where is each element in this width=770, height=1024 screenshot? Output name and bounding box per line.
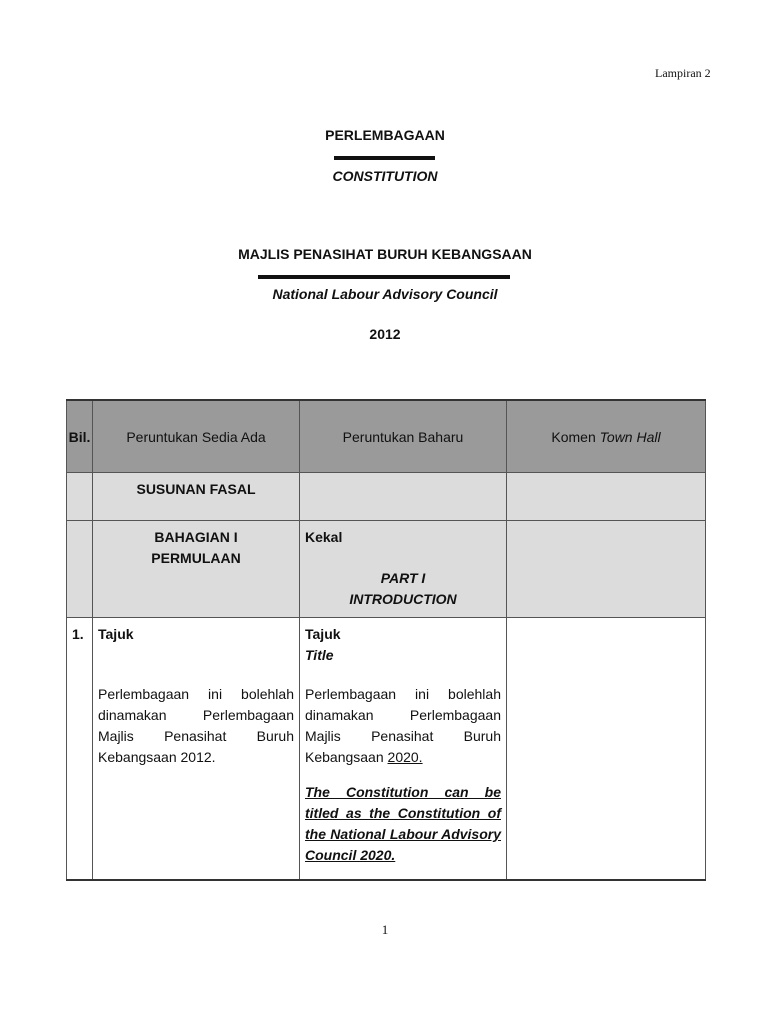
retain-label: Kekal	[305, 529, 343, 545]
cell-existing	[93, 473, 300, 521]
org-underline	[258, 275, 510, 279]
cell-existing	[93, 618, 300, 880]
table-row	[67, 473, 706, 521]
col-header-new: Peruntukan Baharu	[300, 400, 507, 473]
table-row	[67, 521, 706, 618]
cell-new	[300, 521, 507, 618]
part-title-english: INTRODUCTION	[349, 591, 457, 607]
section-arrangement-label: SUSUNAN FASAL	[136, 481, 256, 497]
attachment-label: Lampiran 2	[655, 66, 711, 80]
title-malay: PERLEMBAGAAN	[325, 127, 445, 143]
amendment-table	[66, 399, 706, 881]
table-row	[67, 618, 706, 880]
cell-comment	[507, 521, 706, 618]
cell-bil	[67, 473, 93, 521]
clause-text-english: The Constitution can be titled as the Constitution of the National Labour Advisory Council 2020.	[305, 784, 501, 863]
cell-new	[300, 473, 507, 521]
cell-bil	[67, 618, 93, 880]
cell-comment	[507, 473, 706, 521]
clause-heading-english: Title	[305, 647, 334, 663]
part-title: PERMULAAN	[151, 550, 241, 566]
clause-heading: Tajuk	[305, 626, 341, 642]
title-english: CONSTITUTION	[332, 168, 438, 184]
part-label: BAHAGIAN I	[154, 529, 238, 545]
col-header-bil: Bil.	[67, 400, 93, 473]
table-header-row	[67, 400, 706, 473]
row-number: 1.	[72, 626, 84, 642]
page-number: 1	[381, 922, 389, 937]
part-label-english: PART I	[380, 570, 426, 586]
cell-bil	[67, 521, 93, 618]
cell-existing	[93, 521, 300, 618]
col-header-existing: Peruntukan Sedia Ada	[93, 400, 300, 473]
org-name-english: National Labour Advisory Council	[272, 286, 498, 302]
amended-year: 2020.	[387, 749, 423, 765]
clause-text: Perlembagaan ini bolehlah dinamakan Perlembagaan Majlis Penasihat Buruh Kebangsaan 2020.	[305, 686, 501, 765]
title-underline	[334, 156, 435, 160]
cell-comment	[507, 618, 706, 880]
clause-text: Perlembagaan ini bolehlah dinamakan Perlembagaan Majlis Penasihat Buruh Kebangsaan 2012.	[98, 686, 294, 765]
year: 2012	[369, 326, 401, 342]
clause-heading: Tajuk	[98, 626, 134, 642]
cell-new	[300, 618, 507, 880]
org-name-malay: MAJLIS PENASIHAT BURUH KEBANGSAAN	[238, 246, 532, 262]
col-header-comment: Komen Town Hall	[507, 400, 706, 473]
